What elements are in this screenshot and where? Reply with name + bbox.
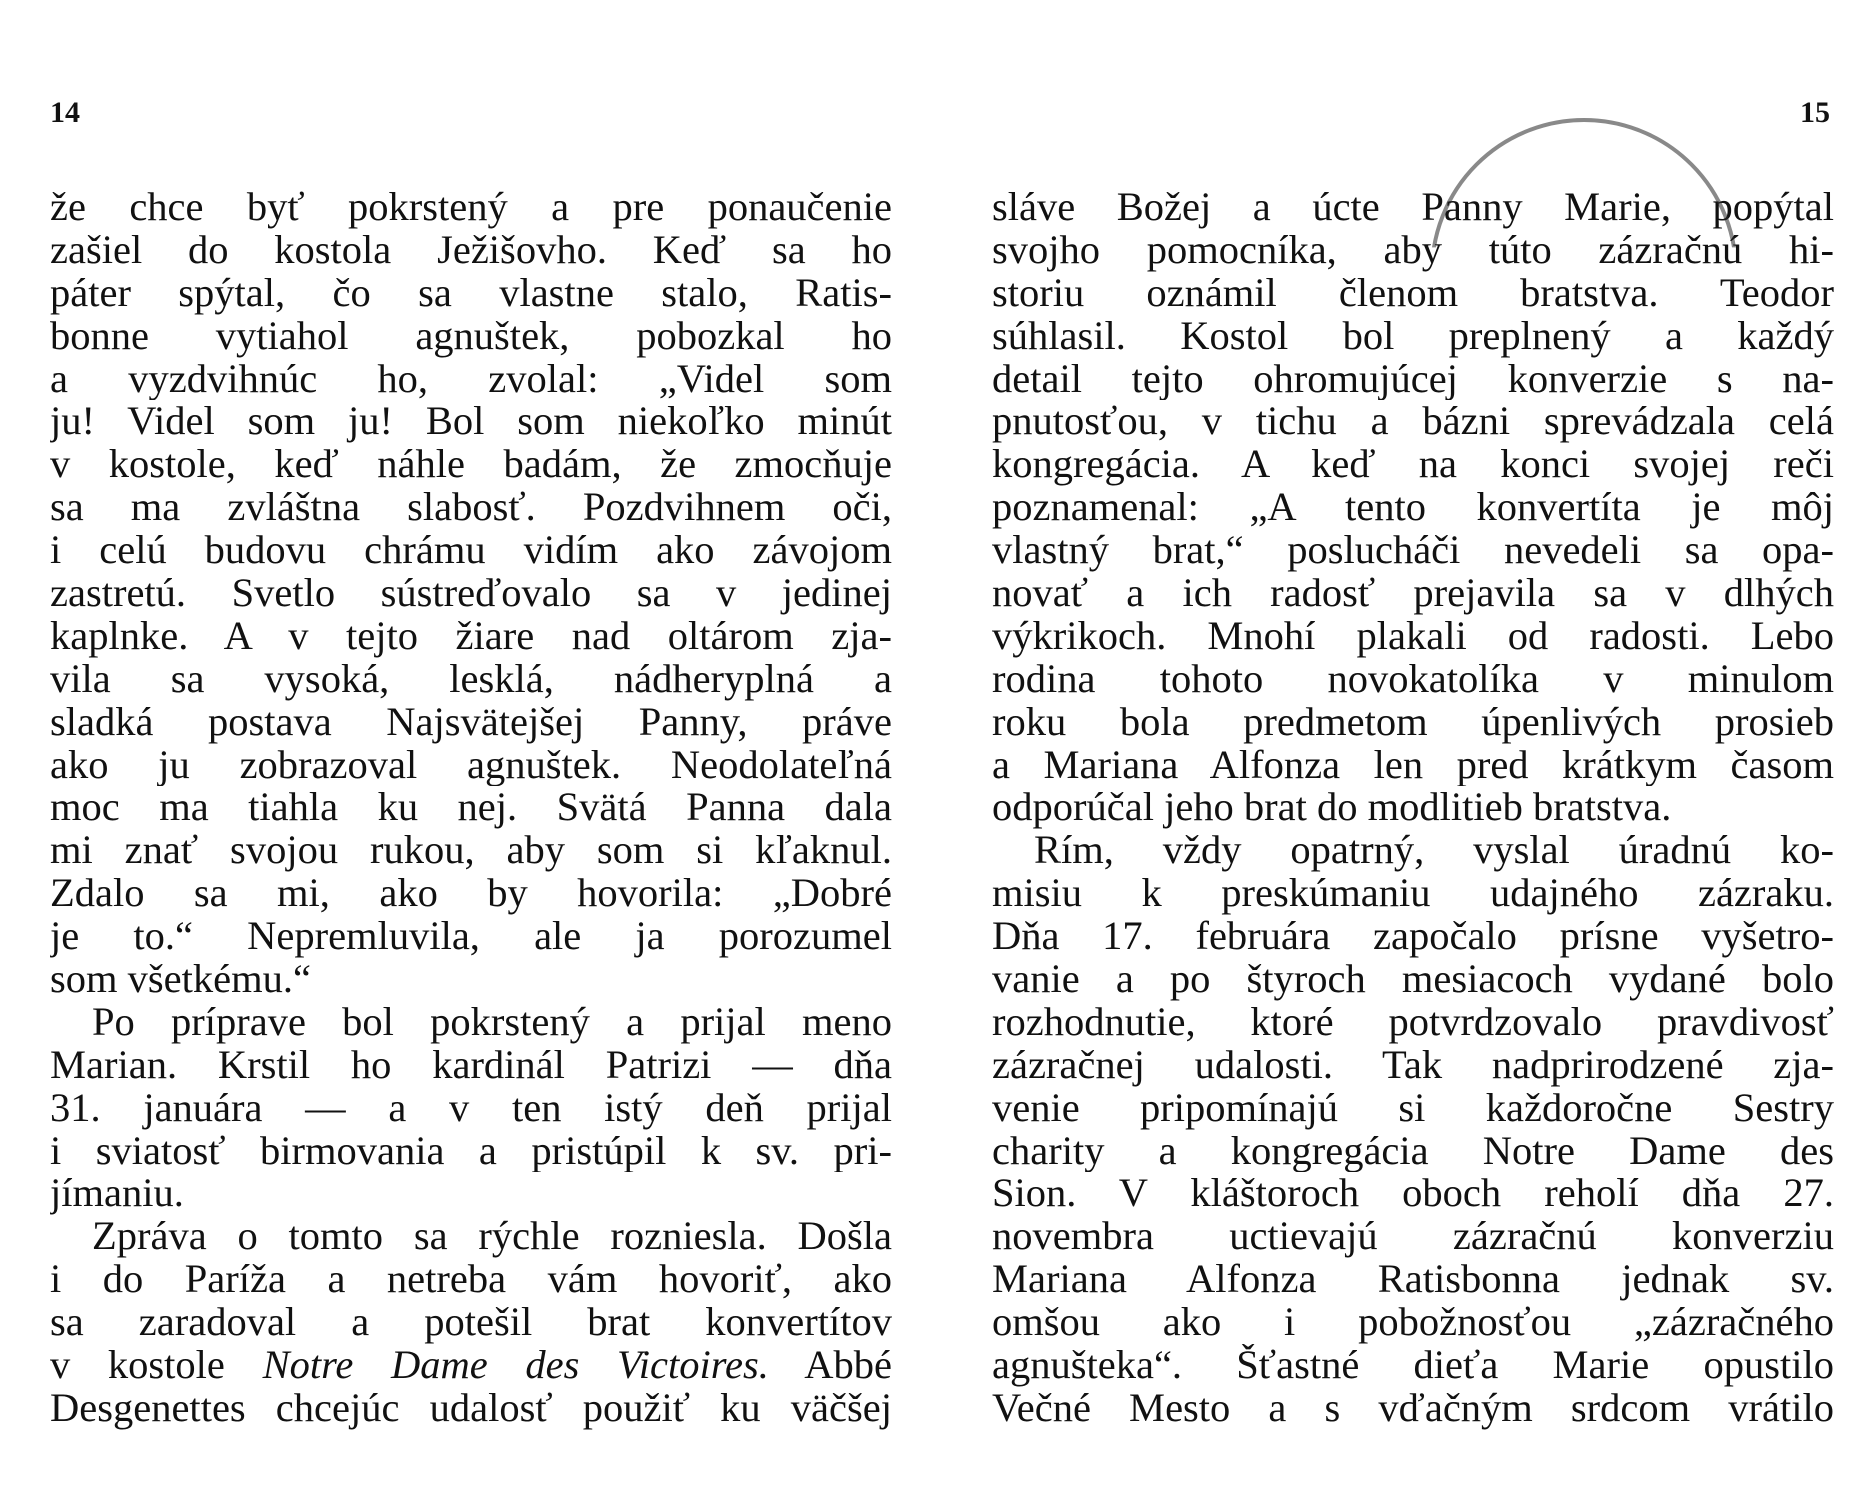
text-line: i sviatosť birmovania a pristúpil k sv. pri- bbox=[50, 1129, 892, 1173]
text-line: sláve Božej a úcte Panny Marie, popýtal bbox=[992, 186, 1834, 229]
text-line: a Mariana Alfonza len pred krátkym časom bbox=[992, 743, 1834, 787]
text-line: ako ju zobrazoval agnuštek. Neodolateľná bbox=[50, 743, 892, 787]
text-line: i celú budovu chrámu vidím ako závojom bbox=[50, 529, 892, 573]
text-line: detail tejto ohromujúcej konverzie s na- bbox=[992, 357, 1834, 401]
text-line: mi znať svojou rukou, aby som si kľaknul. bbox=[50, 829, 892, 873]
text-line bbox=[50, 1344, 892, 1387]
text-line: zastretú. Svetlo sústreďovalo sa v jedinej bbox=[50, 572, 892, 615]
page-number-right: 15 bbox=[1800, 96, 1830, 129]
text-line: poznamenal: „A tento konvertíta je môj bbox=[992, 486, 1834, 530]
text-line: storiu oznámil členom bratstva. Teodor bbox=[992, 271, 1834, 315]
text-line: vanie a po štyroch mesiacoch vydané bolo bbox=[992, 958, 1834, 1001]
text-line: rodina tohoto novokatolíka v minulom bbox=[992, 657, 1834, 701]
left-page-text bbox=[50, 186, 892, 1430]
text-line: kaplnke. A v tejto žiare nad oltárom zja- bbox=[50, 614, 892, 658]
text-line: novať a ich radosť prejavila sa v dlhých bbox=[992, 572, 1834, 615]
text-line: sa ma zvláštna slabosť. Pozdvihnem oči, bbox=[50, 486, 892, 530]
text-line: bonne vytiahol agnuštek, pobozkal ho bbox=[50, 314, 892, 358]
text-line: roku bola predmetom úpenlivých prosieb bbox=[992, 700, 1834, 744]
text-line: Zpráva o tomto sa rýchle rozniesla. Došla bbox=[92, 1215, 892, 1259]
text-line: Zdalo sa mi, ako by hovorila: „Dobré bbox=[50, 872, 892, 916]
text-line: venie pripomínajú si každoročne Sestry bbox=[992, 1086, 1834, 1130]
text-line: Sion. V kláštoroch oboch reholí dňa 27. bbox=[992, 1172, 1834, 1216]
text-line: je to.“ Nepremluvila, ale ja porozumel bbox=[50, 915, 892, 959]
text-line: moc ma tiahla ku nej. Svätá Panna dala bbox=[50, 786, 892, 830]
text-line: rozhodnutie, ktoré potvrdzovalo pravdivosť bbox=[992, 1000, 1834, 1044]
text-line: i do Paríža a netreba vám hovoriť, ako bbox=[50, 1258, 892, 1302]
page-number-left: 14 bbox=[50, 96, 80, 129]
text-line: omšou ako i pobožnosťou „zázračného bbox=[992, 1301, 1834, 1345]
text-line: sa zaradoval a potešil brat konvertítov bbox=[50, 1301, 892, 1345]
text-segment: v kostole bbox=[50, 1344, 263, 1387]
text-line: pnutosťou, v tichu a bázni sprevádzala celá bbox=[992, 400, 1834, 444]
text-line: v kostole, keď náhle badám, že zmocňuje bbox=[50, 443, 892, 487]
text-line: Po príprave bol pokrstený a prijal meno bbox=[92, 1000, 892, 1044]
text-line: súhlasil. Kostol bol preplnený a každý bbox=[992, 314, 1834, 358]
text-line: novembra uctievajú zázračnú konverziu bbox=[992, 1215, 1834, 1259]
text-line: sladká postava Najsvätejšej Panny, práve bbox=[50, 700, 892, 744]
text-line: vila sa vysoká, lesklá, nádheryplná a bbox=[50, 657, 892, 701]
text-line: Dňa 17. februára započalo prísne vyšetro- bbox=[992, 915, 1834, 959]
text-line: Večné Mesto a s vďačným srdcom vrátilo bbox=[992, 1386, 1834, 1430]
text-line: Mariana Alfonza Ratisbonna jednak sv. bbox=[992, 1258, 1834, 1302]
text-line: Rím, vždy opatrný, vyslal úradnú ko- bbox=[1034, 829, 1834, 873]
text-line: odporúčal jeho brat do modlitieb bratstva. bbox=[992, 786, 1672, 830]
text-line: charity a kongregácia Notre Dame des bbox=[992, 1129, 1834, 1173]
text-line: svojho pomocníka, aby túto zázračnú hi- bbox=[992, 228, 1834, 272]
text-line: páter spýtal, čo sa vlastne stalo, Ratis- bbox=[50, 271, 892, 315]
text-line: že chce byť pokrstený a pre ponaučenie bbox=[50, 186, 892, 229]
text-segment: Abbé bbox=[768, 1344, 892, 1387]
text-line: vlastný brat,“ poslucháči nevedeli sa opa- bbox=[992, 529, 1834, 573]
text-line: zázračnej udalosti. Tak nadprirodzené zja- bbox=[992, 1043, 1834, 1087]
italic-title: Notre Dame des Victoires. bbox=[262, 1344, 769, 1387]
text-line: 31. januára — a v ten istý deň prijal bbox=[50, 1086, 892, 1130]
text-line: Marian. Krstil ho kardinál Patrizi — dňa bbox=[50, 1043, 892, 1087]
text-line: ju! Videl som ju! Bol som niekoľko minút bbox=[50, 400, 892, 444]
text-line: výkrikoch. Mnohí plakali od radosti. Lebo bbox=[992, 614, 1834, 658]
text-line: som všetkému.“ bbox=[50, 958, 311, 1001]
right-page-text bbox=[992, 186, 1834, 1430]
text-line: agnušteka“. Šťastné dieťa Marie opustilo bbox=[992, 1344, 1834, 1387]
text-line: a vyzdvihnúc ho, zvolal: „Videl som bbox=[50, 357, 892, 401]
text-line: zašiel do kostola Ježišovho. Keď sa ho bbox=[50, 228, 892, 272]
text-line: Desgenettes chcejúc udalosť použiť ku väčšej bbox=[50, 1386, 892, 1430]
text-line: jímaniu. bbox=[50, 1172, 184, 1216]
text-line: kongregácia. A keď na konci svojej reči bbox=[992, 443, 1834, 487]
text-line: misiu k preskúmaniu udajného zázraku. bbox=[992, 872, 1834, 916]
